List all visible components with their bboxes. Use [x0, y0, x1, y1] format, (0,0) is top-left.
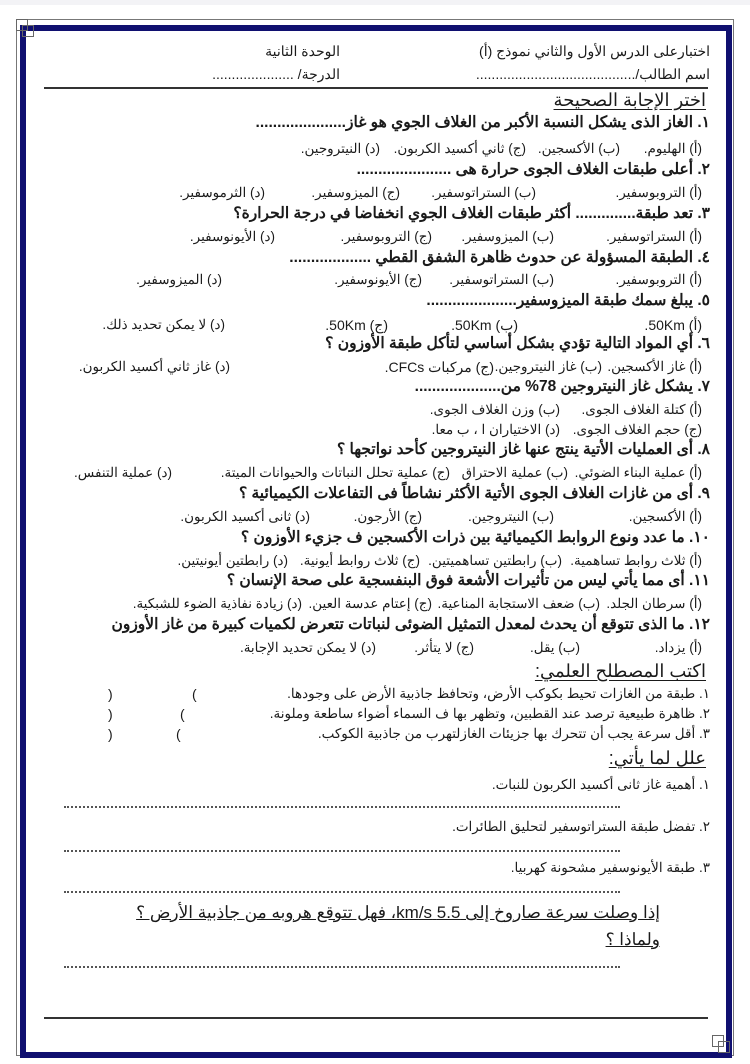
question-1-option-c[interactable]: (ج) ثاني أكسيد الكربون.: [393, 141, 526, 156]
question-8-option-a[interactable]: (أ) عملية البناء الضوئي.: [574, 465, 702, 480]
question-3-option-a[interactable]: (أ) الستراتوسفير.: [606, 229, 702, 244]
term-answer-open-paren[interactable]: (: [176, 726, 181, 742]
question-2-option-c[interactable]: (ج) الميزوسفير.: [311, 185, 400, 200]
question-5-option-c[interactable]: (ج) 50Km.: [325, 317, 388, 333]
question-9-option-a[interactable]: (أ) الأكسجين.: [628, 509, 702, 524]
exam-title: اختبارعلى الدرس الأول والثاني نموذج (أ): [479, 43, 710, 59]
question-10-option-c[interactable]: (ج) ثلاث روابط أيونية.: [299, 553, 420, 568]
student-name-field[interactable]: اسم الطالب/.........................................: [475, 66, 710, 82]
unit-label: الوحدة الثانية: [265, 43, 340, 59]
term-answer-open-paren[interactable]: (: [192, 686, 197, 702]
question-5-option-a[interactable]: (أ) 50Km.: [644, 317, 702, 333]
question-3-option-c[interactable]: (ج) التروبوسفير.: [340, 229, 432, 244]
reason-item-3: ٣. طبقة الأيونوسفير مشحونة كهربيا.: [510, 860, 710, 875]
question-5: ٥. يبلغ سمك طبقة الميزوسفير.....................: [426, 292, 710, 309]
question-6-option-a[interactable]: (أ) غاز الأكسجين.: [607, 359, 702, 374]
question-5-option-d[interactable]: (د) لا يمكن تحديد ذلك.: [102, 317, 225, 332]
term-answer-close-paren[interactable]: ): [108, 706, 113, 722]
question-11-option-b[interactable]: (ب) ضعف الاستجابة المناعية.: [437, 596, 600, 611]
question-9-option-c[interactable]: (ج) الأرجون.: [353, 509, 422, 524]
term-item-1: ١. طبقة من الغازات تحيط بكوكب الأرض، وتحافظ جاذبية الأرض على وجودها.: [287, 686, 710, 701]
question-4: ٤. الطبقة المسؤولة عن حدوث ظاهرة الشفق القطي ...................: [289, 249, 710, 266]
question-1: ١. الغاز الذى يشكل النسبة الأكبر من الغلاف الجوي هو غاز.....................: [255, 114, 710, 131]
question-10-option-b[interactable]: (ب) رابطتين تساهميتين.: [428, 553, 562, 568]
question-4-option-a[interactable]: (أ) التروبوسفير.: [615, 272, 702, 287]
term-answer-open-paren[interactable]: (: [180, 706, 185, 722]
question-11-option-a[interactable]: (أ) سرطان الجلد.: [606, 596, 702, 611]
border-corner: [712, 1035, 724, 1047]
question-4-option-c[interactable]: (ج) الأيونوسفير.: [334, 272, 422, 287]
question-8: ٨. أى العمليات الأتية ينتج عنها غاز النيتروجين كأحد نواتجها ؟: [337, 441, 710, 458]
rocket-question: إذا وصلت سرعة صاروخ إلى 5.5 km/s، فهل تتوقع هروبه من جاذبية الأرض ؟: [136, 903, 660, 922]
answer-line[interactable]: [64, 891, 620, 893]
reason-item-1: ١. أهمية غاز ثانى أكسيد الكربون للنبات.: [491, 777, 710, 792]
question-2-option-a[interactable]: (أ) التروبوسفير.: [615, 185, 702, 200]
answer-line[interactable]: [64, 966, 620, 968]
question-12: ١٢. ما الذى تتوقع أن يحدث لمعدل التمثيل الضوئى لنباتات تتعرض لكميات كبيرة من غاز الأوزون: [111, 616, 710, 633]
reason-item-2: ٢. تفضل طبقة الستراتوسفير لتحليق الطائرات.: [452, 819, 710, 834]
header-divider: [44, 87, 708, 89]
question-5-option-b[interactable]: (ب) 50Km.: [451, 317, 518, 333]
question-8-option-b[interactable]: (ب) عملية الاحتراق: [461, 465, 568, 480]
question-7-option-b[interactable]: (ب) وزن الغلاف الجوى.: [429, 402, 560, 417]
question-6-option-c[interactable]: (ج) مركبات CFCs.: [384, 359, 494, 375]
question-7-option-a[interactable]: (أ) كتلة الغلاف الجوى.: [581, 402, 702, 417]
question-12-option-c[interactable]: (ج) لا يتأثر.: [414, 640, 474, 655]
question-3-option-d[interactable]: (د) الأيونوسفير.: [189, 229, 275, 244]
answer-line[interactable]: [64, 850, 620, 852]
question-8-option-c[interactable]: (ج) عملية تحلل النباتات والحيوانات الميتة.: [220, 465, 450, 480]
section-title-scientific-term: اكتب المصطلح العلمي:: [534, 661, 706, 681]
question-10: ١٠. ما عدد ونوع الروابط الكيميائية بين ذرات الأكسجين ف جزيء الأوزون ؟: [240, 529, 710, 546]
question-7: ٧. يشكل غاز النيتروجين 78% من....................: [414, 378, 710, 395]
question-7-option-d[interactable]: (د) الاختياران ا ، ب معا.: [431, 422, 560, 437]
question-9-option-b[interactable]: (ب) النيتروجين.: [468, 509, 554, 524]
question-1-option-d[interactable]: (د) النيتروجين.: [300, 141, 380, 156]
question-2-option-d[interactable]: (د) الثرموسفير.: [179, 185, 265, 200]
section-title-give-reasons: علل لما يأتي:: [608, 748, 706, 768]
question-11: ١١. أى مما يأتي ليس من تأثيرات الأشعة فوق البنفسجية على صحة الإنسان ؟: [226, 572, 710, 589]
answer-line[interactable]: [64, 806, 620, 808]
question-6: ٦. أي المواد التالية تؤدي بشكل أساسي لتأكل طبقة الأوزون ؟: [325, 335, 710, 352]
question-1-option-b[interactable]: (ب) الأكسجين.: [537, 141, 620, 156]
question-2: ٢. أعلى طبقات الغلاف الجوى حرارة هى ......................: [356, 161, 710, 178]
question-10-option-a[interactable]: (أ) ثلاث روابط تساهمية.: [570, 553, 702, 568]
term-answer-close-paren[interactable]: ): [108, 686, 113, 702]
question-12-option-b[interactable]: (ب) يقل.: [529, 640, 580, 655]
term-answer-close-paren[interactable]: ): [108, 726, 113, 742]
question-3: ٣. تعد طبقة.............. أكثر طبقات الغلاف الجوي انخفاضا في درجة الحرارة؟: [233, 205, 710, 222]
question-8-option-d[interactable]: (د) عملية التنفس.: [74, 465, 172, 480]
question-6-option-d[interactable]: (د) غاز ثاني أكسيد الكربون.: [78, 359, 230, 374]
section-title-choose: اختر الإجابة الصحيحة: [553, 90, 706, 110]
question-10-option-d[interactable]: (د) رابطتين أيونيتين.: [177, 553, 288, 568]
grade-field[interactable]: الدرجة/ .....................: [212, 66, 340, 82]
question-11-option-d[interactable]: (د) زيادة نفاذية الضوء للشبكية.: [132, 596, 302, 611]
question-2-option-b[interactable]: (ب) الستراتوسفير.: [431, 185, 536, 200]
question-12-option-d[interactable]: (د) لا يمكن تحديد الإجابة.: [239, 640, 376, 655]
question-3-option-b[interactable]: (ب) الميزوسفير.: [461, 229, 554, 244]
question-4-option-b[interactable]: (ب) الستراتوسفير.: [449, 272, 554, 287]
border-corner: [22, 25, 34, 37]
term-item-2: ٢. ظاهرة طبيعية ترصد عند القطبين، وتظهر بها ف السماء أضواء ساطعة وملونة.: [269, 706, 710, 721]
question-7-option-c[interactable]: (ج) حجم الغلاف الجوى.: [572, 422, 702, 437]
question-1-option-a[interactable]: (أ) الهليوم.: [643, 141, 702, 156]
footer-divider: [44, 1017, 708, 1019]
question-12-option-a[interactable]: (أ) يزداد.: [654, 640, 702, 655]
question-11-option-c[interactable]: (ج) إعتام عدسة العين.: [308, 596, 432, 611]
question-9: ٩. أى من غازات الغلاف الجوى الأتية الأكثر نشاطاً فى التفاعلات الكيميائية ؟: [238, 485, 710, 502]
term-item-3: ٣. أقل سرعة يجب أن تتحرك بها جزيئات الغازلتهرب من جاذبية الكوكب.: [317, 726, 710, 741]
rocket-question-why: ولماذا ؟: [605, 930, 660, 949]
question-6-option-b[interactable]: (ب) غاز النيتروجين.: [494, 359, 602, 374]
question-9-option-d[interactable]: (د) ثانى أكسيد الكربون.: [180, 509, 310, 524]
question-4-option-d[interactable]: (د) الميزوسفير.: [136, 272, 222, 287]
